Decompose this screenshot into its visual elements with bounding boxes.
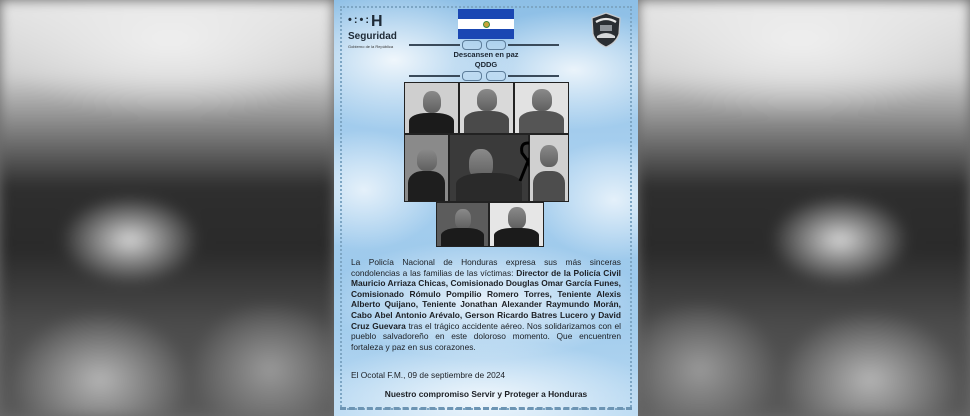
victim-photo <box>459 82 514 134</box>
victim-photo <box>514 82 569 134</box>
el-salvador-flag-icon <box>458 9 514 39</box>
logo-mark: H <box>371 13 384 30</box>
victim-names: Director de la Policía Civil Mauricio Arriaza Chicas, Comisionado Douglas Omar García Funes, Comisionado Rómulo Pompilio Romero Torres, Teniente Alexis Alberto Quijano, Teniente Jonathan Alexander Raymundo Morán, Cabo Abel Antonio Arévalo, Gerson Ricardo Batres Lucero y David Cruz Guevara <box>351 267 621 331</box>
ornamental-divider-bottom <box>409 72 559 80</box>
title-line-2: QDDG <box>474 60 498 69</box>
title-line-1: Descansen en paz <box>453 50 519 59</box>
victim-photo <box>404 82 459 134</box>
victim-photo <box>529 134 569 202</box>
condolence-message <box>351 257 621 352</box>
blurred-background-left <box>0 0 334 416</box>
victim-photo <box>436 202 489 247</box>
logo-subtitle: Gobierno de la República <box>348 44 394 49</box>
message-outro: tras el trágico accidente aéreo. Nos solidarizamos con el pueblo salvadoreño en este doloroso momento. Que encuentren fortaleza y paz en sus corazones. <box>351 320 621 352</box>
condolence-poster <box>334 0 638 416</box>
victims-photo-collage <box>404 82 569 247</box>
ornamental-divider-top <box>409 41 559 49</box>
motto: Nuestro compromiso Servir y Proteger a Honduras <box>384 389 588 399</box>
title <box>334 50 638 70</box>
coat-of-arms-icon <box>483 21 490 28</box>
victim-photo-center <box>449 134 529 202</box>
message-intro: La Policía Nacional de Honduras expresa sus más sinceras condolencias a las familias de las víctimas: <box>351 257 621 278</box>
victim-photo <box>404 134 449 202</box>
logo-name: Seguridad <box>348 31 397 42</box>
blurred-background-right <box>638 0 970 416</box>
victim-photo <box>489 202 544 247</box>
date-line: El Ocotal F.M., 09 de septiembre de 2024 <box>351 370 506 380</box>
seguridad-logo: •:•:H Seguridad Gobierno de la República <box>348 13 397 49</box>
honduras-police-badge-icon <box>590 12 622 48</box>
decorative-border-bottom <box>340 407 632 410</box>
